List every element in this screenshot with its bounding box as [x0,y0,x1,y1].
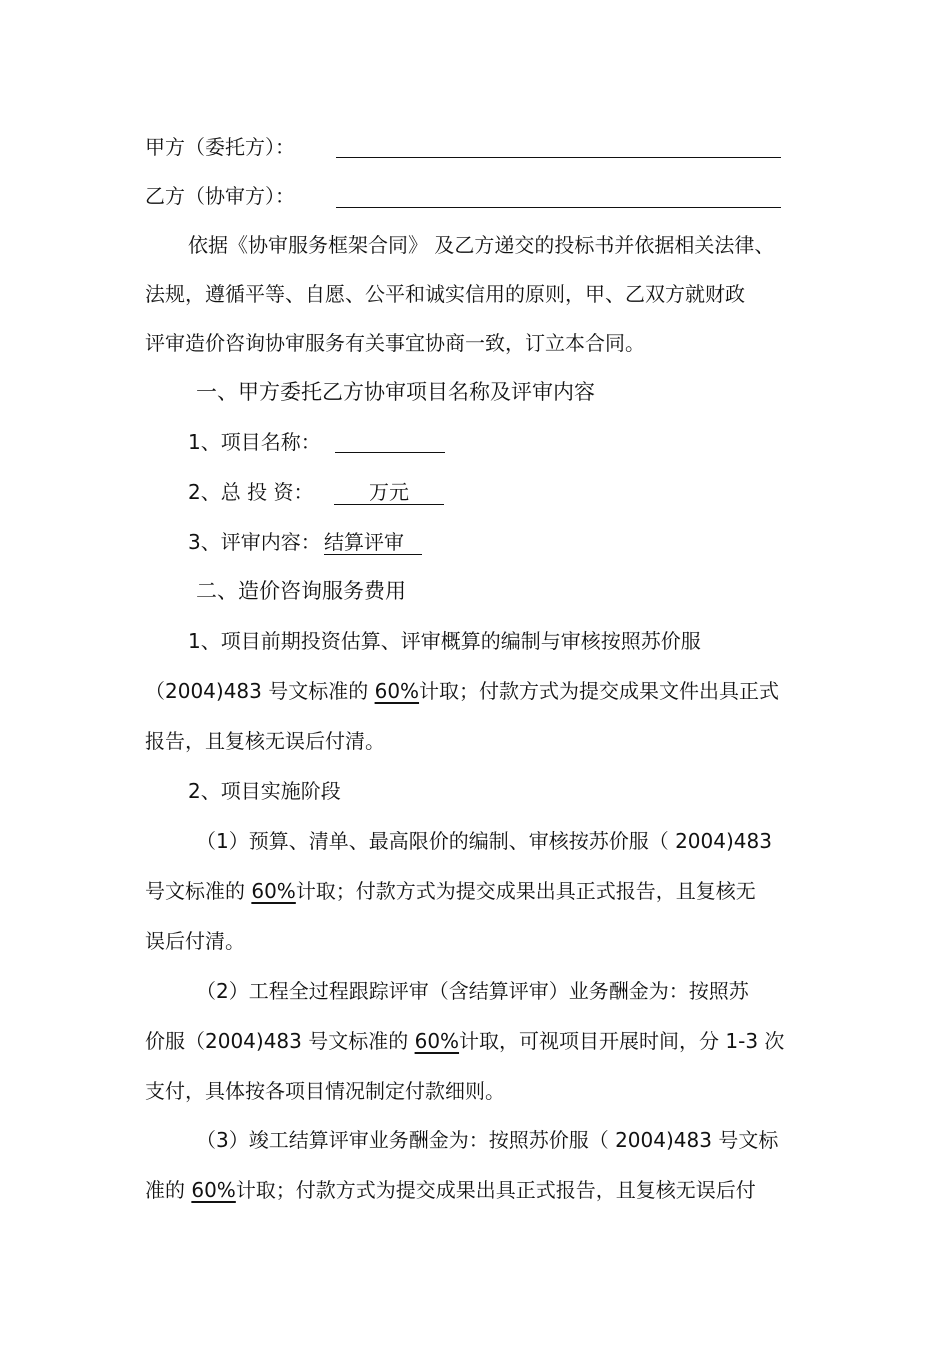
sub3-rate: 60% [191,1178,236,1202]
sub2-line-2-pre: 价服（2004)483 号文标准的 [145,1029,415,1053]
sub1-line-1: （1）预算、清单、最高限价的编制、审核按苏价服（ 2004)483 [196,829,772,853]
sub1-rate: 60% [251,879,296,903]
party-b-blank[interactable] [336,207,781,208]
fee-p1-line-2-pre: （2004)483 号文标准的 [145,679,375,703]
sub2-line-3: 支付，具体按各项目情况制定付款细则。 [145,1079,505,1103]
party-b-label: 乙方（协审方）： [145,184,295,208]
intro-line-2: 法规，遵循平等、自愿、公平和诚实信用的原则，甲、乙双方就财政 [145,282,745,306]
sub2-rate: 60% [414,1029,460,1053]
project-name-label: 1、项目名称： [188,430,321,454]
sub1-line-2-post: 计取；付款方式为提交成果出具正式报告，且复核无 [295,879,756,903]
total-investment-label: 2、总 投 资： [188,480,314,504]
fee-p1-line-2 [145,677,779,705]
fee-p1-line-1: 1、项目前期投资估算、评审概算的编制与审核按照苏价服 [188,629,701,653]
sub2-line-1: （2）工程全过程跟踪评审（含结算评审）业务酬金为：按照苏 [196,979,749,1003]
intro-line-1: 依据《协审服务框架合同》 及乙方递交的投标书并依据相关法律、 [188,233,775,257]
party-a-blank[interactable] [336,157,781,158]
sub2-line-2-post: 计取，可视项目开展时间，分 1-3 次 [459,1029,785,1053]
review-content-value[interactable]: 结算评审 [324,530,422,555]
sub2-line-2 [145,1027,784,1055]
sub3-line-2-pre: 准的 [145,1178,192,1202]
fee-p1-rate: 60% [374,679,420,703]
fee-p1-line-3: 报告，且复核无误后付清。 [145,729,385,753]
sub1-line-2 [145,877,756,905]
fee-p1-line-2-post: 计取；付款方式为提交成果文件出具正式 [419,679,780,703]
project-name-blank[interactable] [335,452,445,453]
implementation-stage-title: 2、项目实施阶段 [188,779,341,803]
section-1-title: 一、甲方委托乙方协审项目名称及评审内容 [196,380,595,404]
section-2-title: 二、造价咨询服务费用 [196,579,406,603]
party-a-label: 甲方（委托方）： [145,135,295,159]
total-investment-value[interactable]: 万元 [334,480,444,505]
sub1-line-2-pre: 号文标准的 [145,879,252,903]
sub3-line-2-post: 计取；付款方式为提交成果出具正式报告，且复核无误后付 [235,1178,756,1202]
review-content-label: 3、评审内容： [188,530,321,554]
intro-line-3: 评审造价咨询协审服务有关事宜协商一致，订立本合同。 [145,331,645,355]
sub3-line-2 [145,1176,756,1204]
sub3-line-1: （3）竣工结算评审业务酬金为：按照苏价服（ 2004)483 号文标 [196,1128,779,1152]
review-content-field-wrap [324,528,422,556]
total-investment-field-wrap [334,478,444,506]
sub1-line-3: 误后付清。 [145,929,245,953]
